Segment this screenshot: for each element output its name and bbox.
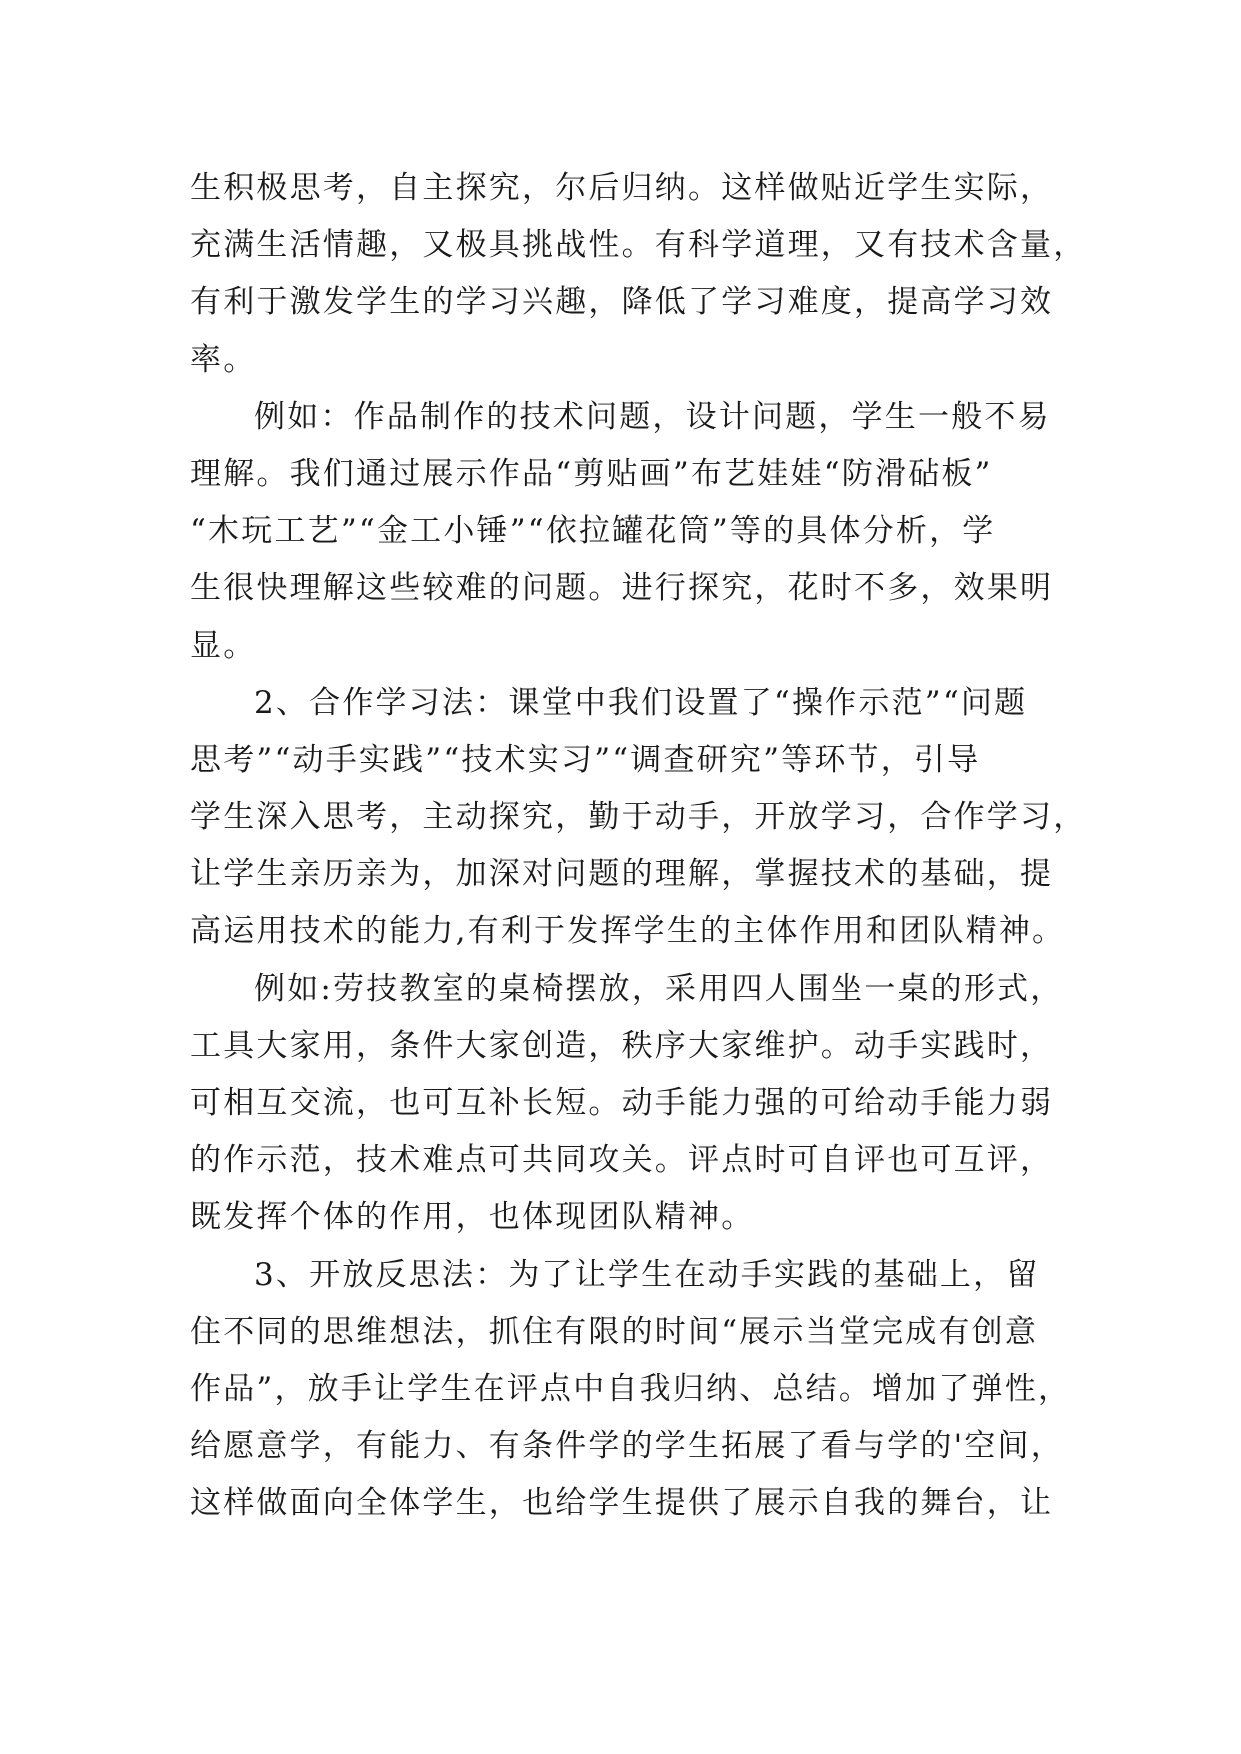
text-line: 工具大家用，条件大家创造，秩序大家维护。动手实践时， xyxy=(190,1027,1054,1064)
text-line: 可相互交流，也可互补长短。动手能力强的可给动手能力弱 xyxy=(190,1085,1054,1121)
text-line: 生很快理解这些较难的问题。进行探究，花时不多，效果明 xyxy=(190,570,1054,607)
text-line: 生积极思考，自主探究，尔后归纳。这样做贴近学生实际， xyxy=(190,170,1054,206)
text-line: 高运用技术的能力,有利于发挥学生的主体作用和团队精神。 xyxy=(190,913,1066,950)
text-line: 作品”，放手让学生在评点中自我归纳、总结。增加了弹性， xyxy=(190,1370,1072,1407)
text-line: 思考”“动手实践”“技术实习”“调查研究”等环节，引导 xyxy=(190,741,981,778)
text-line: 给愿意学，有能力、有条件学的学生拓展了看与学的'空间， xyxy=(190,1428,1064,1465)
text-line: 学生深入思考，主动探究，勤于动手，开放学习，合作学习， xyxy=(190,799,1087,836)
text-line: 显。 xyxy=(190,627,257,664)
document-body xyxy=(190,160,1087,1533)
text-line: “木玩工艺”“金工小锤”“依拉罐花筒”等的具体分析，学 xyxy=(190,513,996,550)
text-line: 既发挥个体的作用，也体现团队精神。 xyxy=(190,1199,755,1236)
text-line: 有利于激发学生的学习兴趣，降低了学习难度，提高学习效 xyxy=(190,284,1054,321)
text-line: 2、合作学习法：课堂中我们设置了“操作示范”“问题 xyxy=(254,684,1028,721)
text-line: 例如:劳技教室的桌椅摆放，采用四人围坐一桌的形式， xyxy=(254,970,1064,1007)
text-line: 率。 xyxy=(190,341,257,378)
text-line: 例如：作品制作的技术问题，设计问题，学生一般不易 xyxy=(254,398,1051,435)
text-line: 让学生亲历亲为，加深对问题的理解，掌握技术的基础，提 xyxy=(190,856,1054,893)
text-line: 住不同的思维想法，抓住有限的时间“展示当堂完成有创意 xyxy=(190,1313,1039,1350)
text-line: 的作示范，技术难点可共同攻关。评点时可自评也可互评， xyxy=(190,1142,1054,1179)
text-line: 充满生活情趣，又极具挑战性。有科学道理，又有技术含量， xyxy=(190,227,1087,264)
text-line: 这样做面向全体学生，也给学生提供了展示自我的舞台，让 xyxy=(190,1485,1054,1522)
text-line: 3、开放反思法：为了让学生在动手实践的基础上，留 xyxy=(254,1256,1040,1293)
text-line: 理解。我们通过展示作品“剪贴画”布艺娃娃“防滑砧板” xyxy=(190,455,993,492)
